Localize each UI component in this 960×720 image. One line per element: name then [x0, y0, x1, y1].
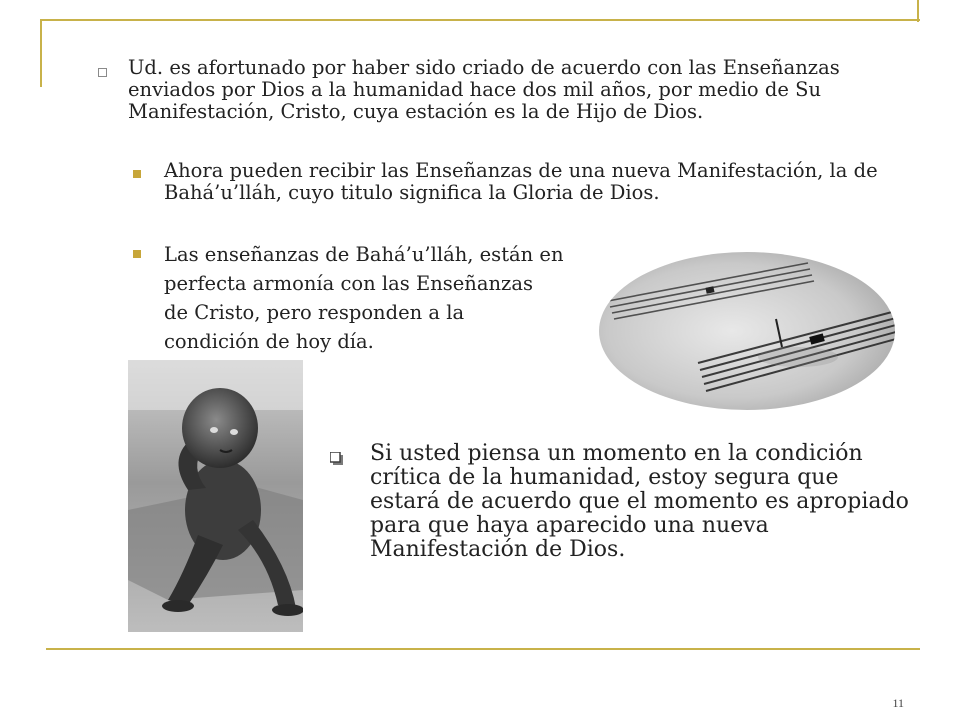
- child-photo: [128, 360, 303, 632]
- paragraph-condicion-critica: Si usted piensa un momento en la condición crítica de la humanidad, estoy segura que estará de acuerdo que el momento es apropiado para que haya aparecido una nueva Manifestación de Dios.: [370, 441, 909, 562]
- paragraph-armonia: [164, 240, 604, 356]
- frame-top-line: [40, 19, 920, 21]
- paragraph-line: de Cristo, pero responden a la: [164, 301, 465, 324]
- paragraph-line: condición de hoy día.: [164, 330, 374, 353]
- paragraph-cristo: Ud. es afortunado por haber sido criado de acuerdo con las Enseñanzas enviados por Dios a la humanidad hace dos mil años, por medio de Su Manifestación, Cristo, cuya estación es la de Hijo de Dios.: [128, 56, 840, 123]
- frame-right-line: [917, 0, 919, 22]
- music-sheet-photo: [598, 251, 896, 411]
- hollow-square-bullet-icon: [98, 68, 107, 77]
- paragraph-nueva-manifestacion: Ahora pueden recibir las Enseñanzas de una nueva Manifestación, la de Bahá’u’lláh, cuyo titulo significa la Gloria de Dios.: [164, 159, 878, 204]
- paragraph-line: Las enseñanzas de Bahá’u’lláh, están en: [164, 243, 564, 266]
- filled-square-bullet-icon: [133, 170, 141, 178]
- frame-bottom-line: [46, 648, 920, 650]
- shadowed-square-bullet-icon: [330, 452, 344, 466]
- filled-square-bullet-icon: [133, 250, 141, 258]
- frame-left-line: [40, 19, 42, 87]
- page-number: 11: [892, 696, 904, 710]
- paragraph-line: perfecta armonía con las Enseñanzas: [164, 272, 533, 295]
